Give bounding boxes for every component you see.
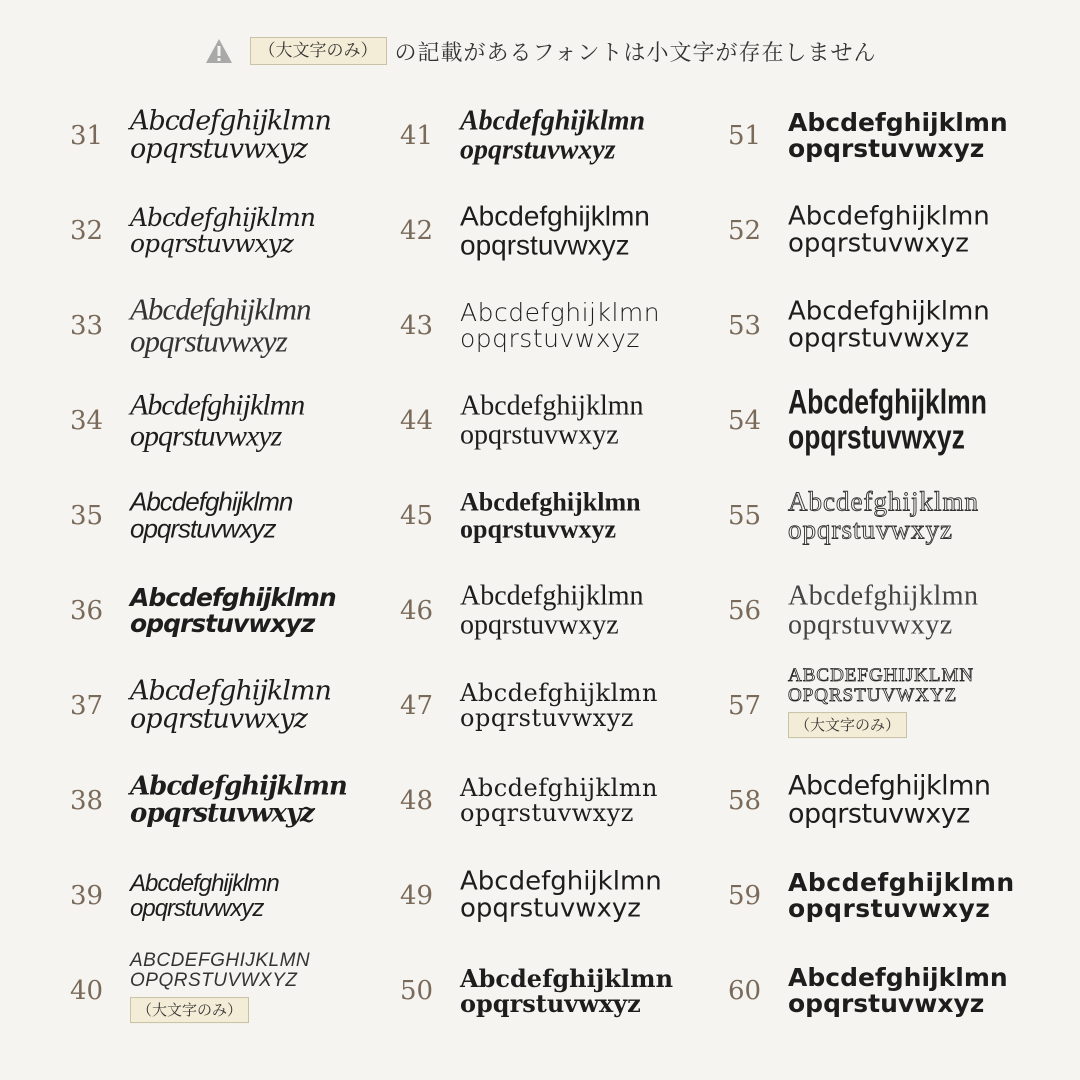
warning-icon bbox=[204, 37, 234, 65]
sample-line-lower: opqrstuvwxyz bbox=[130, 323, 287, 359]
font-sample-item bbox=[400, 848, 730, 943]
notice-text: の記載があるフォントは小文字が存在しません bbox=[394, 40, 877, 66]
font-sample-item bbox=[728, 373, 1058, 468]
font-sample-text bbox=[788, 109, 1008, 162]
sample-line-upper: Abcdefghijklmn bbox=[788, 201, 990, 232]
font-number: 50 bbox=[400, 975, 434, 1006]
sample-line-upper: Abcdefghijklmn bbox=[130, 675, 331, 707]
font-number: 33 bbox=[70, 310, 104, 341]
sample-line-lower: opqrstuvwxyz bbox=[788, 133, 985, 163]
font-sample-item bbox=[728, 88, 1058, 183]
font-number: 43 bbox=[400, 310, 434, 341]
sample-line-upper: ABCDEFGHIJKLMN bbox=[788, 664, 975, 686]
sample-line-upper: Abcdefghijklmn bbox=[460, 773, 658, 802]
sample-line-upper: Abcdefghijklmn bbox=[130, 388, 305, 421]
font-number: 42 bbox=[400, 215, 434, 246]
sample-line-lower: opqrstuvwxyz bbox=[460, 419, 619, 451]
font-sample-item bbox=[70, 373, 400, 468]
font-sample-text bbox=[460, 391, 644, 450]
font-number: 58 bbox=[728, 785, 762, 816]
font-sample-item bbox=[400, 468, 730, 563]
sample-line-upper: Abcdefghijklmn bbox=[130, 202, 315, 232]
sample-line-lower: opqrstuvwxyz bbox=[788, 228, 969, 259]
font-sample-item bbox=[400, 943, 730, 1038]
font-sample-item bbox=[70, 563, 400, 658]
uppercase-only-badge: （大文字のみ） bbox=[250, 37, 387, 65]
font-sample-text bbox=[130, 951, 310, 1023]
sample-line-lower: opqrstuvwxyz bbox=[130, 228, 293, 258]
font-sample-item bbox=[400, 373, 730, 468]
font-number: 53 bbox=[728, 310, 762, 341]
font-sample-text bbox=[460, 106, 645, 165]
font-sample-item bbox=[70, 88, 400, 183]
sample-line-lower: opqrstuvwxyz bbox=[460, 609, 619, 641]
sample-line-lower: opqrstuvwxyz bbox=[130, 513, 276, 544]
sample-line-upper: Abcdefghijklmn bbox=[460, 390, 644, 422]
font-sample-text bbox=[460, 775, 658, 825]
sample-line-lower: opqrstuvwxyz bbox=[788, 893, 991, 923]
font-sample-item bbox=[728, 943, 1058, 1038]
font-number: 38 bbox=[70, 785, 104, 816]
font-sample-text bbox=[130, 389, 304, 452]
uppercase-only-badge: （大文字のみ） bbox=[788, 712, 907, 738]
sample-line-upper: Abcdefghijklmn bbox=[130, 486, 293, 517]
font-sample-item bbox=[70, 468, 400, 563]
sample-line-lower: opqrstuvwxyz bbox=[460, 134, 616, 166]
sample-line-lower: opqrstuvwxyz bbox=[130, 703, 307, 735]
sample-line-upper: Abcdefghijklmn bbox=[130, 290, 311, 326]
font-sample-text bbox=[788, 298, 990, 353]
sample-line-upper: Abcdefghijklmn bbox=[788, 770, 991, 802]
sample-line-lower: OPQRSTUVWXYZ bbox=[788, 684, 958, 706]
font-sample-item bbox=[400, 88, 730, 183]
font-number: 31 bbox=[70, 120, 104, 151]
font-sample-item bbox=[70, 753, 400, 848]
font-sample-item bbox=[70, 278, 400, 373]
font-sample-text bbox=[788, 203, 990, 258]
sample-line-upper: Abcdefghijklmn bbox=[788, 296, 990, 327]
font-sample-text bbox=[460, 963, 674, 1018]
font-sample-text bbox=[788, 382, 987, 457]
sample-line-lower: opqrstuvwxyz bbox=[788, 988, 985, 1018]
font-sample-text bbox=[460, 581, 644, 640]
font-number: 39 bbox=[70, 880, 104, 911]
font-sample-item bbox=[400, 563, 730, 658]
font-number: 49 bbox=[400, 880, 434, 911]
notice-banner bbox=[0, 34, 1080, 68]
font-number: 48 bbox=[400, 785, 434, 816]
font-sample-item bbox=[728, 468, 1058, 563]
font-sample-item bbox=[400, 278, 730, 373]
sample-line-upper: Abcdefghijklmn bbox=[130, 582, 336, 612]
font-sample-text bbox=[788, 869, 1015, 922]
font-sample-text bbox=[788, 772, 991, 829]
sample-line-upper: Abcdefghijklmn bbox=[788, 580, 979, 612]
font-sample-item bbox=[70, 658, 400, 753]
font-sample-grid bbox=[0, 88, 1080, 1078]
sample-line-upper: ABCDEFGHIJKLMN bbox=[130, 949, 311, 971]
font-sample-item bbox=[70, 943, 400, 1038]
sample-line-lower: opqrstuvwxyz bbox=[788, 418, 965, 457]
sample-line-lower: opqrstuvwxyz bbox=[130, 608, 315, 638]
font-number: 32 bbox=[70, 215, 104, 246]
font-number: 44 bbox=[400, 405, 434, 436]
sample-line-lower: opqrstuvwxyz bbox=[130, 419, 282, 453]
sample-line-lower: opqrstuvwxyz bbox=[130, 798, 314, 829]
font-sample-text bbox=[460, 299, 660, 352]
font-sample-item bbox=[400, 183, 730, 278]
font-number: 54 bbox=[728, 405, 762, 436]
font-number: 60 bbox=[728, 975, 762, 1006]
font-sample-text bbox=[460, 201, 650, 260]
font-sample-item bbox=[728, 183, 1058, 278]
font-sample-text bbox=[130, 107, 331, 164]
sample-line-lower: opqrstuvwxyz bbox=[460, 229, 630, 261]
font-number: 40 bbox=[70, 975, 104, 1006]
sample-line-lower: opqrstuvwxyz bbox=[460, 798, 634, 827]
sample-line-lower: opqrstuvwxyz bbox=[460, 703, 634, 732]
font-sample-item bbox=[728, 753, 1058, 848]
font-number: 34 bbox=[70, 405, 104, 436]
sample-line-lower: opqrstuvwxyz bbox=[460, 323, 640, 353]
font-sample-text bbox=[130, 290, 311, 359]
sample-line-lower: opqrstuvwxyz bbox=[460, 988, 641, 1018]
sample-line-upper: Abcdefghijklmn bbox=[130, 869, 279, 897]
sample-line-upper: Abcdefghijklmn bbox=[460, 487, 641, 517]
sample-line-upper: Abcdefghijklmn bbox=[460, 866, 662, 897]
font-sample-text bbox=[130, 773, 347, 828]
font-number: 59 bbox=[728, 880, 762, 911]
sample-line-upper: Abcdefghijklmn bbox=[788, 867, 1015, 897]
font-sample-item bbox=[728, 848, 1058, 943]
font-number: 35 bbox=[70, 500, 104, 531]
font-sample-text bbox=[460, 488, 641, 543]
sample-line-upper: Abcdefghijklmn bbox=[788, 107, 1008, 137]
sample-line-upper: Abcdefghijklmn bbox=[788, 486, 979, 517]
font-number: 55 bbox=[728, 500, 762, 531]
sample-line-upper: Abcdefghijklmn bbox=[130, 771, 347, 802]
sample-line-upper: Abcdefghijklmn bbox=[788, 382, 987, 421]
font-number: 37 bbox=[70, 690, 104, 721]
sample-line-upper: Abcdefghijklmn bbox=[460, 678, 658, 707]
sample-line-upper: Abcdefghijklmn bbox=[460, 200, 650, 232]
uppercase-only-badge: （大文字のみ） bbox=[130, 997, 249, 1023]
font-sample-text bbox=[788, 581, 979, 640]
font-number: 57 bbox=[728, 690, 762, 721]
sample-line-lower: opqrstuvwxyz bbox=[130, 133, 307, 165]
sample-line-lower: opqrstuvwxyz bbox=[788, 609, 953, 641]
font-sample-text bbox=[788, 964, 1008, 1017]
sample-line-upper: Abcdefghijklmn bbox=[460, 297, 661, 327]
sample-line-lower: opqrstuvwxyz bbox=[130, 894, 264, 922]
font-number: 52 bbox=[728, 215, 762, 246]
font-sample-text bbox=[130, 870, 279, 920]
font-sample-item bbox=[400, 658, 730, 753]
font-sample-text bbox=[130, 204, 315, 257]
font-sample-item bbox=[70, 183, 400, 278]
sample-line-upper: Abcdefghijklmn bbox=[788, 962, 1008, 992]
font-sample-item bbox=[728, 658, 1058, 753]
font-sample-text bbox=[130, 488, 292, 543]
font-sample-text bbox=[460, 868, 662, 923]
font-sample-item bbox=[728, 563, 1058, 658]
sample-line-lower: OPQRSTUVWXYZ bbox=[130, 969, 298, 991]
font-sample-item bbox=[728, 278, 1058, 373]
sample-line-lower: opqrstuvwxyz bbox=[460, 514, 617, 544]
font-number: 36 bbox=[70, 595, 104, 626]
sample-line-lower: opqrstuvwxyz bbox=[788, 514, 953, 545]
font-number: 51 bbox=[728, 120, 762, 151]
sample-line-upper: Abcdefghijklmn bbox=[460, 963, 674, 993]
font-sample-item bbox=[70, 848, 400, 943]
font-number: 46 bbox=[400, 595, 434, 626]
font-sample-text bbox=[460, 680, 658, 730]
sample-line-upper: Abcdefghijklmn bbox=[460, 105, 646, 137]
font-sample-item bbox=[400, 753, 730, 848]
font-sample-text bbox=[788, 487, 979, 544]
font-number: 47 bbox=[400, 690, 434, 721]
font-sample-text bbox=[788, 666, 974, 738]
font-sample-text bbox=[130, 677, 331, 734]
font-number: 56 bbox=[728, 595, 762, 626]
sample-line-upper: Abcdefghijklmn bbox=[460, 580, 644, 612]
sample-line-lower: opqrstuvwxyz bbox=[460, 893, 641, 924]
sample-line-lower: opqrstuvwxyz bbox=[788, 323, 969, 354]
font-sample-text bbox=[130, 584, 336, 637]
sample-line-lower: opqrstuvwxyz bbox=[788, 798, 970, 830]
font-number: 45 bbox=[400, 500, 434, 531]
font-number: 41 bbox=[400, 120, 434, 151]
sample-line-upper: Abcdefghijklmn bbox=[130, 105, 331, 137]
